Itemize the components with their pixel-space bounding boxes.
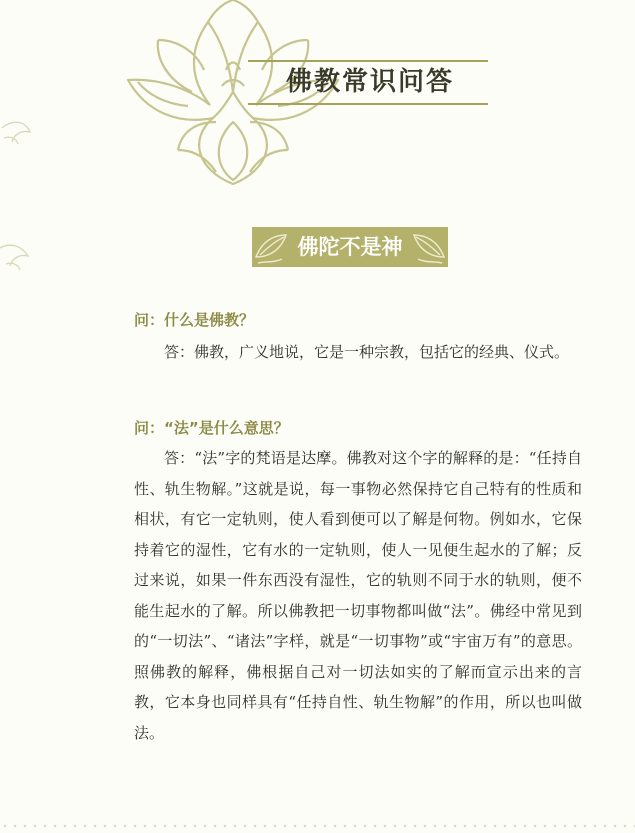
leaf-ornament-right	[408, 227, 448, 267]
answer-paragraph: 答：佛教，广义地说，它是一种宗教，包括它的经典、仪式。	[164, 343, 570, 361]
title-rule-bottom	[248, 103, 488, 105]
chapter-title: 佛陀不是神	[297, 235, 403, 259]
page-edge-dots	[0, 824, 635, 828]
question-heading: 问：“法”是什么意思？	[134, 419, 289, 437]
book-title: 佛教常识问答	[285, 67, 454, 97]
cloud-ornament	[0, 108, 40, 283]
question-heading: 问：什么是佛教？	[134, 311, 255, 329]
answer-paragraph: 答：“法”字的梵语是达摩。佛教对这个字的解释的是：“任持自性、轨生物解。”这就是说，每一事物必然保持它自己特有的性质和相状，有它一定轨则，使人看到便可以了解是何物。例如水，它保持着它的湿性，它有水的一定轨则，使人一见便生起水的了解；反过来说，如果一件东西没有湿性，它的轨则不同于水的轨则，便不能生起水的了解。所以佛教把一切事物都叫做“法”。佛经中常见到的“一切法”、“诸法”字样，就是“一切事物”或“宇宙万有”的意思。照佛教的解释，佛根据自己对一切法如实的了解而宣示出来的言教，它本身也同样具有“任持自性、轨生物解”的作用，所以也叫做法。	[134, 449, 582, 742]
chapter-banner	[252, 227, 448, 267]
leaf-ornament-left	[252, 227, 292, 267]
